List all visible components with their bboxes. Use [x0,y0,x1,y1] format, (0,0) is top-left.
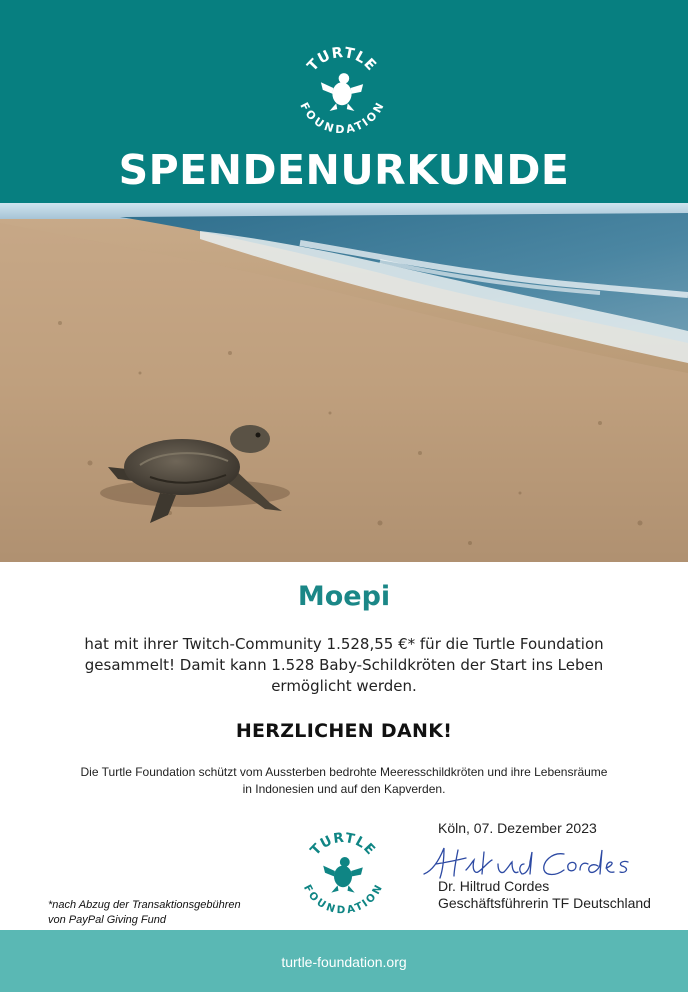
baby-turtle-beach-photo [0,203,688,562]
footer-bar [0,930,688,992]
donor-name: Moepi [297,581,391,612]
header-banner [0,0,688,203]
foundation-info [30,764,658,798]
info-line: in Indonesien und auf den Kapverden. [242,782,446,796]
svg-text:FOUNDATION: FOUNDATION [297,100,387,136]
info-line: Die Turtle Foundation schützt vom Aussterben bedrohte Meeresschildkröten und ihre Lebensräume [80,765,608,779]
signer-role: Geschäftsführerin TF Deutschland [438,895,651,911]
svg-text:TURTLE: TURTLE [304,44,380,75]
turtle-icon [321,73,363,111]
footnote-line: *nach Abzug der Transaktionsgebühren [48,899,241,911]
turtle-foundation-logo-small [298,826,388,916]
message-line: hat mit ihrer Twitch-Community 1.528,55 €* für die Turtle Foundation [84,635,604,653]
signature-date: Köln, 07. Dezember 2023 [438,820,597,836]
footnote-line: von PayPal Giving Fund [48,914,167,926]
donation-message [64,634,624,697]
signer-name: Dr. Hiltrud Cordes [438,878,550,894]
website-link[interactable]: turtle-foundation.org [281,954,407,970]
turtle-foundation-logo [294,40,390,136]
message-line: ermöglicht werden. [271,677,417,695]
turtle-icon [323,857,363,893]
fee-footnote [48,898,278,928]
message-line: gesammelt! Damit kann 1.528 Baby-Schildkröten der Start ins Leben [84,656,604,674]
thanks-heading: HERZLICHEN DANK! [235,720,453,742]
handwritten-signature [414,840,644,882]
svg-text:TURTLE: TURTLE [307,829,379,859]
svg-text:FOUNDATION: FOUNDATION [300,882,386,916]
certificate-title: SPENDENURKUNDE [118,146,570,194]
